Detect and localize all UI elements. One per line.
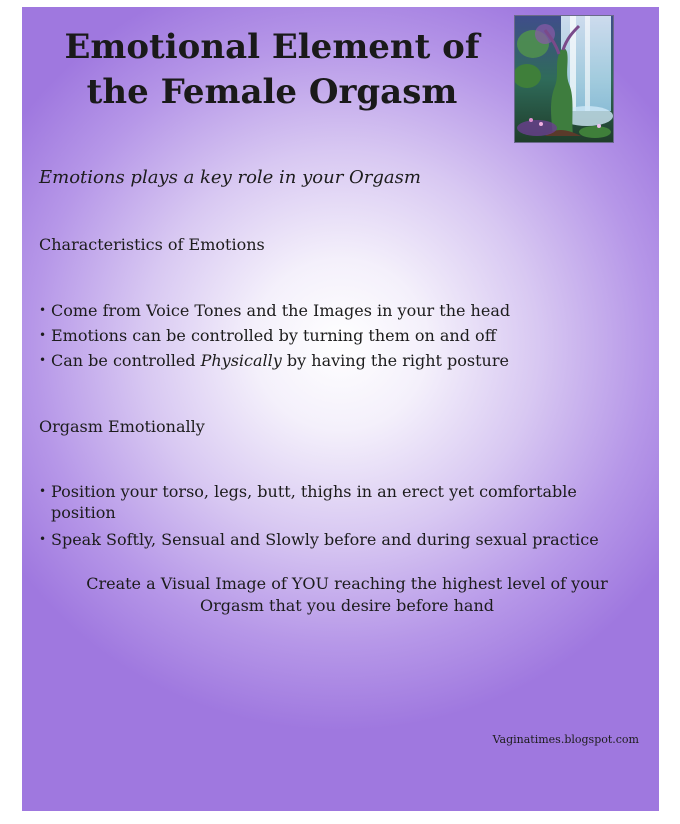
closing-line-2: Orgasm that you desire before hand xyxy=(200,596,494,615)
page-title xyxy=(22,25,522,115)
list-item xyxy=(39,298,639,323)
painting-graphic xyxy=(515,16,613,142)
section-heading-orgasm-emotionally: Orgasm Emotionally xyxy=(39,417,205,436)
bullet-icon: • xyxy=(39,353,47,367)
list-item-text: Come from Voice Tones and the Images in your the head xyxy=(51,301,511,320)
document-page xyxy=(22,7,659,811)
section-heading-characteristics: Characteristics of Emotions xyxy=(39,235,265,254)
list-item-emphasis: Physically xyxy=(200,351,282,370)
list-item-text: Speak Softly, Sensual and Slowly before and during sexual practice xyxy=(51,530,599,549)
bullet-icon: • xyxy=(39,303,47,317)
bullet-icon: • xyxy=(39,484,47,498)
list-item xyxy=(39,348,639,373)
list-item-text-line1: Position your torso, legs, butt, thighs in an erect yet comfortable xyxy=(51,482,577,501)
title-line-1: Emotional Element of xyxy=(64,27,480,67)
title-line-2: the Female Orgasm xyxy=(86,72,458,112)
list-item xyxy=(39,323,639,348)
characteristics-list xyxy=(39,298,639,373)
orgasm-emotionally-list xyxy=(39,481,639,552)
list-item-text: Emotions can be controlled by turning them on and off xyxy=(51,326,497,345)
bullet-icon: • xyxy=(39,532,47,546)
footer-source: Vaginatimes.blogspot.com xyxy=(492,733,639,746)
list-item xyxy=(39,527,639,552)
closing-statement xyxy=(62,573,632,617)
list-item-text-line2: position xyxy=(51,503,116,522)
closing-line-1: Create a Visual Image of YOU reaching the highest level of your xyxy=(86,574,608,593)
list-item-text-before: Can be controlled xyxy=(51,351,201,370)
bullet-icon: • xyxy=(39,328,47,342)
subtitle: Emotions plays a key role in your Orgasm xyxy=(39,167,421,188)
list-item xyxy=(39,481,639,523)
header-painting xyxy=(514,15,614,143)
list-item-text-after: by having the right posture xyxy=(281,351,509,370)
